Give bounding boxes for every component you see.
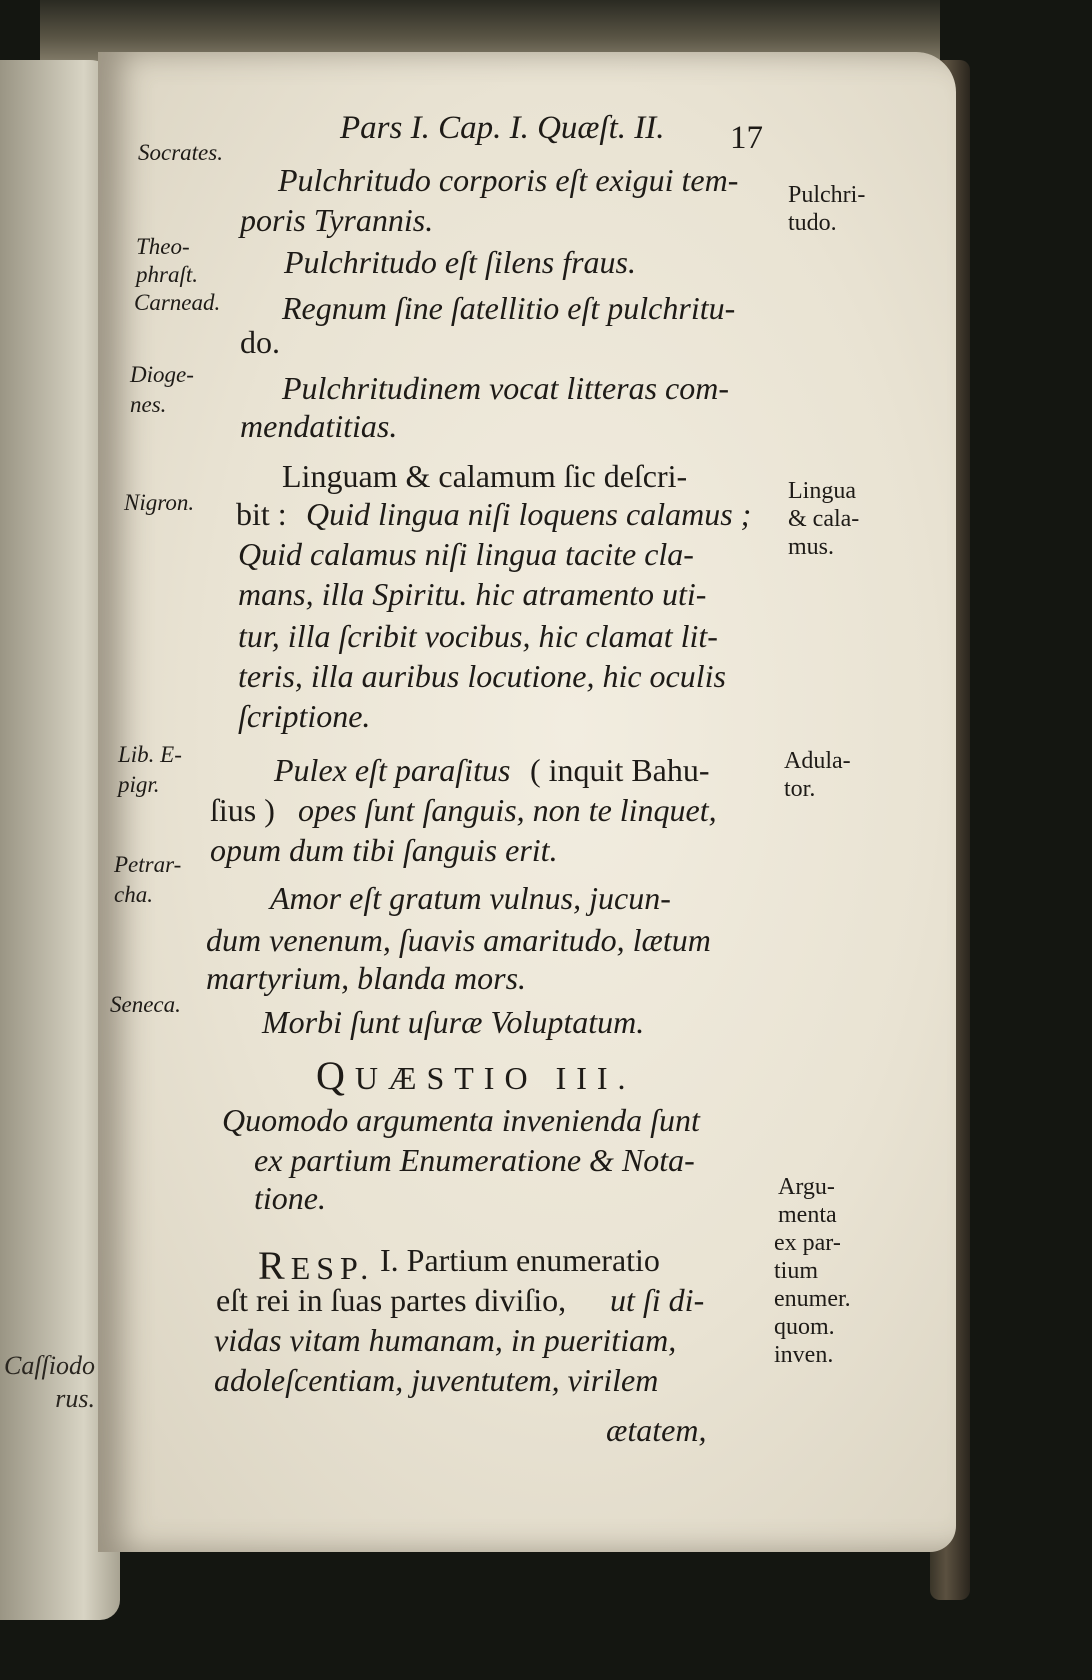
- text-line: bit :: [236, 496, 287, 532]
- text-line: ſius ): [210, 792, 275, 828]
- margin-pulchritudo-2: tudo.: [788, 210, 837, 236]
- question-title: [316, 1052, 636, 1099]
- text-line: ætatem,: [606, 1412, 707, 1448]
- margin-argumenta-7: inven.: [774, 1342, 834, 1368]
- margin-petrarcha-2: cha.: [114, 882, 153, 907]
- text-line: eſt rei in ſuas partes diviſio,: [216, 1282, 567, 1318]
- margin-socrates: Socrates.: [138, 140, 223, 165]
- margin-carnead: Carnead.: [134, 290, 221, 315]
- text-line: Linguam & calamum ſic deſcri-: [282, 458, 688, 494]
- text-line: Pulchritudo corporis eſt exigui tem-: [278, 162, 739, 198]
- text-line: tione.: [254, 1180, 326, 1216]
- facing-page-line: Caſſiodo: [3, 1351, 95, 1380]
- text-line: do.: [240, 324, 280, 360]
- text-line: opes ſunt ſanguis, non te linquet,: [298, 792, 717, 828]
- text-line: teris, illa auribus locutione, hic oculis: [238, 658, 726, 694]
- text-line: mendatitias.: [240, 408, 398, 444]
- text-line: Quomodo argumenta invenienda ſunt: [222, 1102, 700, 1138]
- margin-argumenta-1: Argu-: [778, 1174, 835, 1200]
- margin-argumenta-5: enumer.: [774, 1286, 851, 1312]
- resp-rest: ESP.: [290, 1250, 375, 1286]
- text-line: ut ſi di-: [610, 1282, 705, 1318]
- text-line: ſcriptione.: [238, 698, 371, 734]
- text-line: Quid calamus niſi lingua tacite cla-: [238, 536, 694, 572]
- margin-lingua-1: Lingua: [788, 478, 856, 504]
- text-line: ex partium Enumeratione & Nota-: [254, 1142, 695, 1178]
- margin-lingua-2: & cala-: [788, 506, 860, 532]
- running-head: Pars I. Cap. I. Quæſt. II.: [340, 110, 665, 146]
- question-initial: Q: [316, 1053, 355, 1098]
- text-line: tur, illa ſcribit vocibus, hic clamat lit-: [238, 618, 718, 654]
- folio-number: 17: [730, 120, 763, 156]
- margin-lib-epigr-1: Lib. E-: [118, 742, 182, 767]
- margin-argumenta-2: menta: [778, 1202, 837, 1228]
- margin-lib-epigr-2: pigr.: [118, 772, 160, 797]
- text-line: Pulex eſt paraſitus: [274, 752, 511, 788]
- text-line: Pulchritudinem vocat litteras com-: [282, 370, 730, 406]
- text-line: Morbi ſunt uſuræ Voluptatum.: [262, 1004, 645, 1040]
- text-line: dum venenum, ſuavis amaritudo, lætum: [206, 922, 711, 958]
- facing-page-line: rus.: [55, 1383, 95, 1413]
- text-line: adoleſcentiam, juventutem, virilem: [214, 1362, 659, 1398]
- text-line: vidas vitam humanam, in pueritiam,: [214, 1322, 677, 1358]
- margin-argumenta-3: ex par-: [774, 1230, 841, 1256]
- text-line: ( inquit Bahu-: [530, 752, 710, 788]
- facing-page-margin-note: [0, 1350, 95, 1415]
- margin-argumenta-4: tium: [774, 1258, 819, 1284]
- margin-seneca: Seneca.: [110, 992, 181, 1017]
- margin-theophrast-2: phraſt.: [136, 262, 198, 287]
- margin-nigron: Nigron.: [124, 490, 195, 515]
- text-line: Regnum ſine ſatellitio eſt pulchritu-: [282, 290, 736, 326]
- book-page: [98, 52, 956, 1552]
- text-line: martyrium, blanda mors.: [206, 960, 527, 996]
- text-line: opum dum tibi ſanguis erit.: [210, 832, 558, 868]
- margin-adulator-1: Adula-: [784, 748, 851, 774]
- margin-theophrast-1: Theo-: [136, 234, 190, 259]
- margin-argumenta-6: quom.: [774, 1314, 835, 1340]
- text-line: Pulchritudo eſt ſilens fraus.: [284, 244, 636, 280]
- margin-pulchritudo-1: Pulchri-: [788, 182, 866, 208]
- text-line: poris Tyrannis.: [240, 202, 434, 238]
- text-line: I. Partium enumeratio: [380, 1242, 660, 1278]
- margin-petrarcha-1: Petrar-: [114, 852, 182, 877]
- text-line: Quid lingua niſi loquens calamus ;: [306, 496, 752, 532]
- resp-initial: R: [258, 1243, 291, 1288]
- margin-lingua-3: mus.: [788, 534, 835, 560]
- margin-adulator-2: tor.: [784, 776, 816, 802]
- margin-diogenes-1: Dioge-: [130, 362, 194, 387]
- text-line: mans, illa Spiritu. hic atramento uti-: [238, 576, 707, 612]
- text-line: Amor eſt gratum vulnus, jucun-: [270, 880, 671, 916]
- margin-diogenes-2: nes.: [130, 392, 167, 417]
- question-rest: UÆSTIO III.: [354, 1060, 636, 1096]
